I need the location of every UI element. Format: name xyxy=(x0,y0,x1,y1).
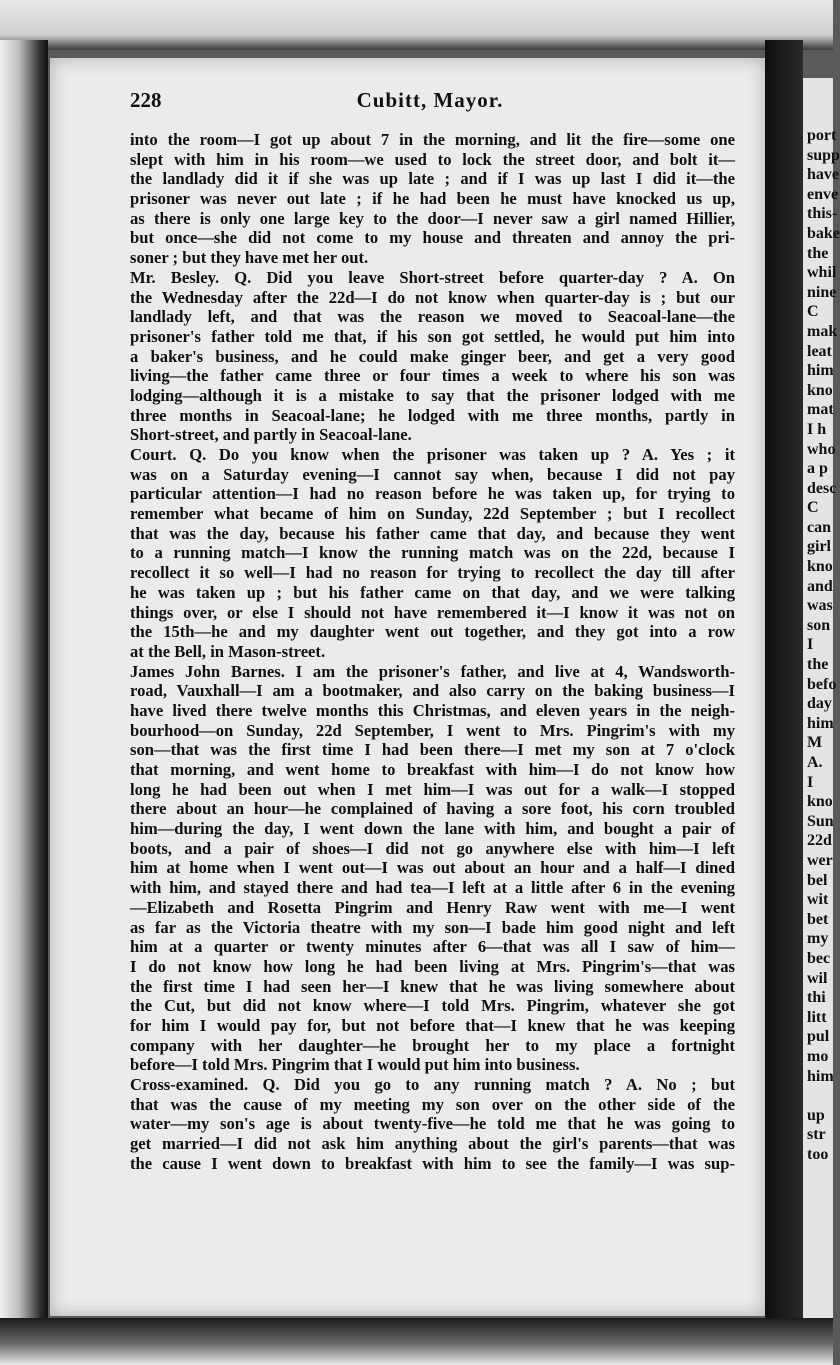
facing-page-fragment: desc xyxy=(807,479,837,497)
text-line: the cause I went down to breakfast with him to see the family—I was sup- xyxy=(130,1153,735,1173)
text-line: prisoner's father told me that, if his son got settled, he would put him into xyxy=(130,326,735,346)
facing-page-fragment: this- xyxy=(807,205,838,223)
text-line: three months in Seacoal-lane; he lodged with me three months, partly in xyxy=(130,405,735,425)
text-line: recollect it so well—I had no reason for trying to recollect the day till after xyxy=(130,563,735,583)
text-line: company with her daughter—he brought her to my place a fortnight xyxy=(130,1035,735,1055)
facing-page-fragment: str xyxy=(807,1126,826,1144)
facing-page-fragment: bake xyxy=(807,224,840,242)
facing-page-fragment: enve xyxy=(807,185,839,203)
text-line: he was taken up ; but his father came on that day, and we were talking xyxy=(130,582,735,602)
text-line: the Cut, but did not know where—I told Mrs. Pingrim, whatever she got xyxy=(130,996,735,1016)
facing-page-fragment: the xyxy=(807,656,829,674)
text-line: lodging—although it is a mistake to say that the prisoner lodged with me xyxy=(130,385,735,405)
facing-page-fragment: up xyxy=(807,1106,825,1124)
text-line: with him, and stayed there and had tea—I left at a little after 6 in the evening xyxy=(130,878,735,898)
text-line: that morning, and went home to breakfast with him—I do not know how xyxy=(130,760,735,779)
text-line: the first time I had seen her—I knew that he was living somewhere about xyxy=(130,976,735,996)
text-line: landlady left, and that was the reason we moved to Seacoal-lane—the xyxy=(130,307,735,327)
facing-page-fragment: Sun xyxy=(807,812,834,830)
text-line: that was the cause of my meeting my son over on the other side of the xyxy=(130,1094,735,1114)
text-line: boots, and a pair of shoes—I did not go anywhere else with him—I left xyxy=(130,838,735,858)
facing-page-fragment xyxy=(807,1086,840,1106)
text-line: son—that was the first time I had been there—I met my son at 7 o'clock xyxy=(130,740,735,760)
text-line: at the Bell, in Mason-street. xyxy=(130,641,326,661)
facing-page-fragment: thi xyxy=(807,989,826,1007)
text-line: as there is only one large key to the door—I never saw a girl named Hillier, xyxy=(130,208,735,228)
facing-page-fragment: was xyxy=(807,597,833,615)
text-line: I do not know how long he had been living at Mrs. Pingrim's—that was xyxy=(130,956,735,976)
text-line: things over, or else I should not have remembered it—I know it was not on xyxy=(130,602,735,622)
facing-page-fragment: bet xyxy=(807,910,829,928)
text-line: him at a quarter or twenty minutes after 6—that was all I saw of him— xyxy=(130,937,735,957)
facing-page-fragment: my xyxy=(807,930,829,948)
facing-page-fragment: can xyxy=(807,518,831,536)
facing-page-fragment: who xyxy=(807,440,836,458)
text-line: there about an hour—he complained of having a sore foot, his corn troubled xyxy=(130,799,735,819)
text-line: was on a Saturday evening—I cannot say when, because I did not pay xyxy=(130,464,735,484)
facing-page-fragment: wit xyxy=(807,891,829,909)
text-line: the landlady did it if she was up late ; and if I was up last I did it—the xyxy=(130,169,735,189)
text-line: soner ; but they have met her out. xyxy=(130,248,369,268)
text-line: remember what became of him on Sunday, 22d September ; but I recollect xyxy=(130,504,735,524)
facing-page-fragment: I xyxy=(807,773,814,791)
facing-page-fragment: wil xyxy=(807,969,828,987)
text-line: the Wednesday after the 22d—I do not know when quarter-day is ; but our xyxy=(130,287,735,307)
text-line: Mr. Besley. Q. Did you leave Short-street before quarter-day ? A. On xyxy=(130,267,735,287)
text-line: the 15th—he and my daughter went out together, and they got into a row xyxy=(130,622,735,642)
text-line: prisoner was never out late ; if he had been he must have knocked us up, xyxy=(130,189,735,209)
text-line: road, Vauxhall—I am a bootmaker, and also carry on the baking business—I xyxy=(130,681,735,701)
scan-bottom-margin xyxy=(0,1318,833,1365)
facing-page-fragment: litt xyxy=(807,1008,827,1026)
facing-page-fragment: kno xyxy=(807,381,833,399)
facing-page-fragment: M xyxy=(807,734,823,752)
facing-page-fragment: kno xyxy=(807,558,833,576)
text-line: for him I would pay for, but not before that—I knew that he was keeping xyxy=(130,1015,735,1035)
page-number: 228 xyxy=(130,88,162,112)
facing-page-fragment: I xyxy=(807,636,814,654)
text-line: Short-street, and partly in Seacoal-lane. xyxy=(130,425,412,445)
text-line: bourhood—on Sunday, 22d September, I went to Mrs. Pingrim's with my xyxy=(130,720,735,740)
facing-page-fragment: bec xyxy=(807,949,831,967)
page-header xyxy=(130,88,730,114)
text-line: living—the father came three or four times a week to where his son was xyxy=(130,366,735,386)
facing-page-fragment: him xyxy=(807,362,834,380)
facing-page-fragment: supp xyxy=(807,146,840,164)
facing-page-fragment: I h xyxy=(807,420,827,438)
facing-page-fragment: pul xyxy=(807,1028,830,1046)
facing-page-fragment: him xyxy=(807,1067,834,1085)
facing-page-fragment: mat xyxy=(807,401,834,419)
facing-page-fragment: nine xyxy=(807,283,837,301)
facing-page-fragment: port xyxy=(807,127,837,144)
text-line: water—my son's age is about twenty-five—he told me that he was going to xyxy=(130,1114,735,1134)
text-line: before—I told Mrs. Pingrim that I would put him into business. xyxy=(130,1055,580,1075)
book-spine-gutter xyxy=(765,40,803,1330)
facing-page-fragment: kno xyxy=(807,793,833,811)
page-body-text xyxy=(130,130,735,1173)
text-line: James John Barnes. I am the prisoner's father, and live at 4, Wandsworth- xyxy=(130,661,735,681)
facing-page-fragment: leat xyxy=(807,342,832,360)
facing-page-fragment: mak xyxy=(807,322,838,340)
facing-page-edge xyxy=(803,78,840,1318)
text-line: as far as the Victoria theatre with my son—I bade him good night and left xyxy=(130,917,735,937)
text-line: Cross-examined. Q. Did you go to any running match ? A. No ; but xyxy=(130,1075,735,1094)
text-line: get married—I did not ask him anything about the girl's parents—that was xyxy=(130,1134,735,1154)
facing-page-fragment: C xyxy=(807,303,819,321)
facing-page-fragment: mo xyxy=(807,1047,829,1065)
running-head: Cubitt, Mayor. xyxy=(356,88,504,112)
facing-page-fragment: C xyxy=(807,499,819,517)
facing-page-fragment: 22d xyxy=(807,832,832,850)
facing-page-fragment: whil xyxy=(807,264,837,282)
facing-page-fragment: have xyxy=(807,166,839,184)
text-line: into the room—I got up about 7 in the morning, and lit the fire—some one xyxy=(130,130,735,149)
facing-page-fragment: him xyxy=(807,714,834,732)
facing-page-fragment: A. xyxy=(807,754,823,771)
facing-page-fragment: and xyxy=(807,577,833,595)
text-line: long he had been out when I met him—I was out for a walk—I stopped xyxy=(130,779,735,799)
facing-page-fragment: too xyxy=(807,1145,829,1163)
facing-page-fragment: wer xyxy=(807,851,833,869)
book-left-edge xyxy=(0,40,48,1325)
text-line: to a running match—I know the running match was on the 22d, because I xyxy=(130,543,735,563)
text-line: particular attention—I had no reason before he was taken up, for trying to xyxy=(130,484,735,504)
text-line: him at home when I went out—I was out about an hour and a half—I dined xyxy=(130,858,735,878)
text-line: have lived there twelve months this Christmas, and eleven years in the neigh- xyxy=(130,700,735,720)
facing-page-fragment: day xyxy=(807,695,832,713)
text-line: —Elizabeth and Rosetta Pingrim and Henry Raw went with me—I went xyxy=(130,897,735,917)
facing-page-fragments xyxy=(807,126,840,1164)
facing-page-fragment: son xyxy=(807,616,831,634)
text-line: Court. Q. Do you know when the prisoner was taken up ? A. Yes ; it xyxy=(130,445,735,464)
facing-page-fragment: a p xyxy=(807,460,828,478)
text-line: him—during the day, I went down the lane with him, and bought a pair of xyxy=(130,819,735,839)
text-line: but once—she did not come to my house and threaten and annoy the pri- xyxy=(130,228,735,248)
text-line: slept with him in his room—we used to lock the street door, and bolt it— xyxy=(130,149,735,169)
scan-top-margin xyxy=(0,0,833,50)
facing-page-fragment: befo xyxy=(807,675,837,693)
facing-page-fragment: bel xyxy=(807,871,828,889)
facing-page-fragment: the xyxy=(807,244,829,262)
text-line: that was the day, because his father came that day, and because they went xyxy=(130,523,735,543)
facing-page-fragment: girl xyxy=(807,538,831,556)
book-page xyxy=(50,58,765,1316)
text-line: a baker's business, and he could make ginger beer, and get a very good xyxy=(130,346,735,366)
